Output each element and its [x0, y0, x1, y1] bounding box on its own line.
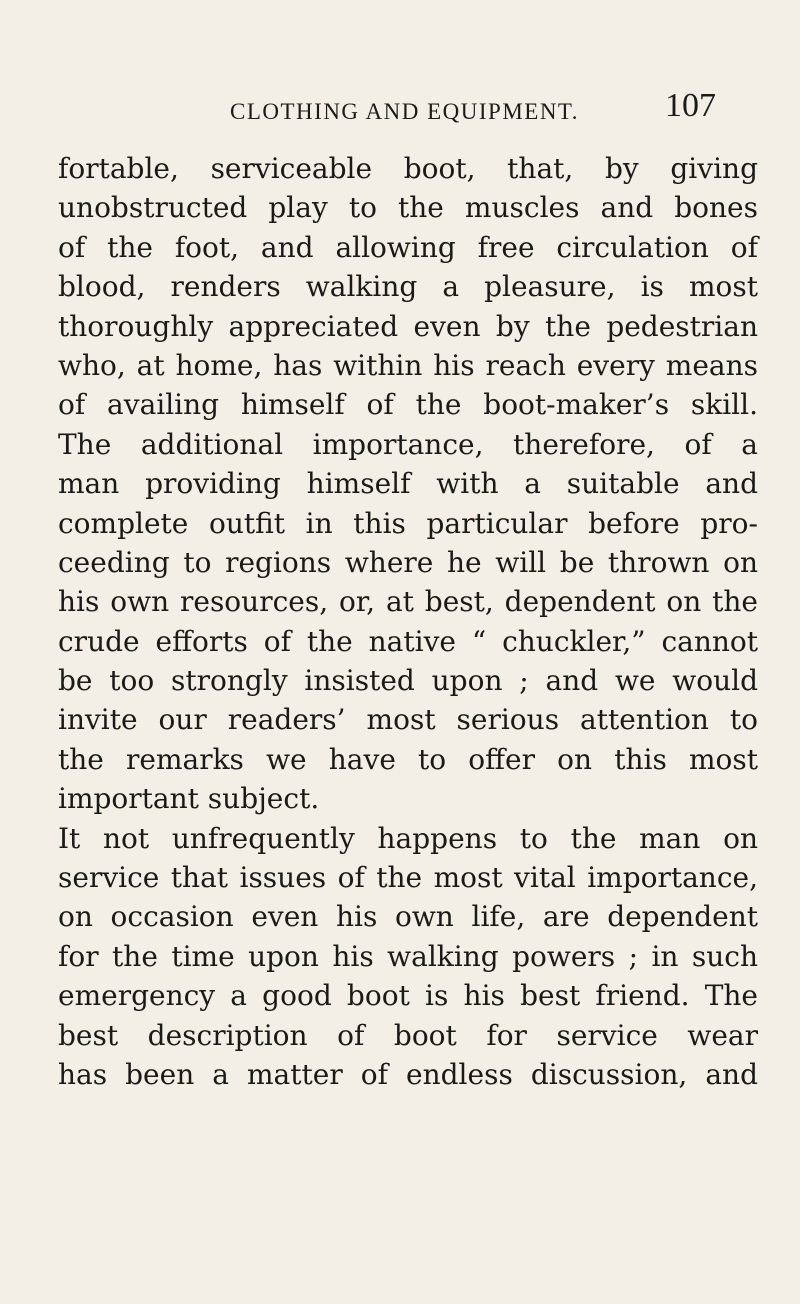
text-line: complete outfit in this particular before pro-	[58, 506, 758, 540]
text-line: thoroughly appreciated even by the pedestrian	[58, 309, 758, 343]
text-line: fortable, serviceable boot, that, by giving	[58, 152, 758, 185]
text-line: unobstructed play to the muscles and bones	[58, 191, 758, 225]
text-line: his own resources, or, at best, dependent on the	[58, 585, 758, 619]
text-line: It not unfrequently happens to the man on	[58, 821, 758, 855]
text-line: of availing himself of the boot-maker’s skill.	[58, 388, 758, 422]
text-line: who, at home, has within his reach every means	[58, 348, 758, 382]
text-line: be too strongly insisted upon ; and we would	[58, 664, 758, 698]
running-title: CLOTHING AND EQUIPMENT.	[230, 99, 580, 124]
text-line: invite our readers’ most serious attention to	[58, 703, 758, 737]
text-line: on occasion even his own life, are dependent	[58, 900, 758, 934]
text-line: service that issues of the most vital importance,	[58, 861, 758, 895]
text-line: for the time upon his walking powers ; in such	[58, 939, 758, 973]
text-line: important subject.	[58, 782, 320, 816]
text-line: crude efforts of the native “ chuckler,” cannot	[58, 624, 758, 658]
page-number: 107	[665, 87, 716, 124]
text-line: emergency a good boot is his best friend. The	[58, 979, 758, 1013]
running-head	[230, 87, 750, 132]
text-line: has been a matter of endless discussion, and	[58, 1057, 758, 1091]
text-line: blood, renders walking a pleasure, is most	[58, 270, 758, 304]
body-text	[58, 149, 758, 1094]
text-line: of the foot, and allowing free circulation of	[58, 230, 758, 264]
text-line: best description of boot for service wear	[58, 1018, 758, 1052]
text-line: the remarks we have to offer on this most	[58, 742, 758, 776]
text-line: ceeding to regions where he will be thrown on	[58, 545, 758, 579]
text-line: The additional importance, therefore, of a	[58, 427, 758, 461]
text-line: man providing himself with a suitable and	[58, 467, 758, 501]
